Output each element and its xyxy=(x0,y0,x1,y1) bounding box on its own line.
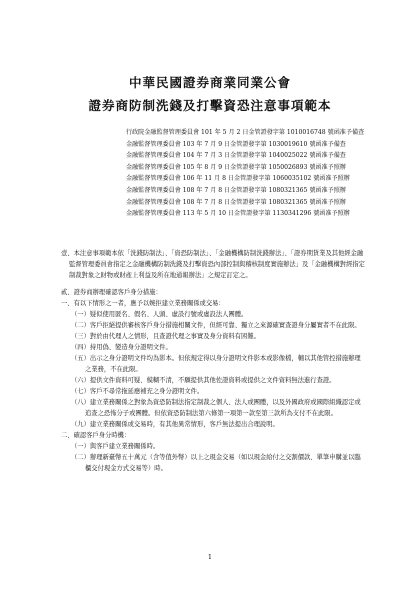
reference-line: 行政院金融監督管理委員會 101 年 5 月 2 日金管證發字第 1010016748 號函准予備查 xyxy=(126,129,365,136)
subitem: （二）辦理新臺幣五十萬元（含等值外幣）以上之現金交易（如以現金給付之交割價款、單筆申購並以臨櫃交付現金方式交易等）時。 xyxy=(71,454,361,472)
subitem: （九）建立業務關係或交易時，有其他異常情形，客戶無法提出合理說明。 xyxy=(71,421,279,428)
subitem: （八）建立業務關係之對象為資恐防制法指定制裁之個人、法人或團體，以及外國政府或國際組織認定或追查之恐怖分子或團體。但依資恐防制法第六條第一項第一款至第三款所為支付不在此限。 xyxy=(71,399,361,417)
subitem: （一）疑似使用匿名、假名、人頭、虛設行號或虛設法人團體。 xyxy=(71,311,248,318)
document-title: 證券商防制洗錢及打擊資恐注意事項範本 xyxy=(88,98,332,113)
subitem: （三）對於由代理人之情形，且查證代理之事實及身分資料有困難。 xyxy=(71,333,260,340)
reference-line: 金融監督管理委員會 106 年 11 月 8 日金管證發字第 1060035102 號函准予照辦 xyxy=(126,175,350,183)
reference-line: 金融監督管理委員會 105 年 8 月 9 日金管證發字第 1050026893 號函准予照辦 xyxy=(126,163,346,171)
subitem: （五）出示之身分證明文件均為影本。但依規定得以身分證明文件影本或影像檔，輔以其他管控措施辦理之業務，不在此限。 xyxy=(71,355,361,373)
document-body xyxy=(61,248,366,474)
subitem: （四）持用偽、變造身分證明文件。 xyxy=(71,344,172,351)
reference-line: 金融監督管理委員會 104 年 7 月 3 日金管證發字第 1040025022 號函准予備查 xyxy=(126,152,346,160)
organization-title: 中華民國證券商業同業公會 xyxy=(128,75,291,90)
item-2: 二、確認客戶身分時機： xyxy=(61,432,131,439)
item-1: 一、有以下情形之一者，應予以婉拒建立業務關係或交易： xyxy=(61,300,225,307)
subitem: （二）客戶拒絕提供審核客戶身分措施相關文件，但經可靠、獨立之來源確實查證身分屬實者不在此限。 xyxy=(71,322,361,329)
reference-line: 金融監督管理委員會 103 年 7 月 9 日金管證發字第 1030019610 號函准予備查 xyxy=(126,140,346,148)
approval-reference-list xyxy=(126,127,364,220)
page-number: 1 xyxy=(207,553,213,561)
section-2-heading: 貳、證券商辦理確認客戶身分措施： xyxy=(61,289,162,296)
subitem: （六）提供文件資料可疑、模糊不清，不願提供其他佐證資料或提供之文件資料無法進行查證。 xyxy=(71,377,336,384)
section-1-paragraph: 壹、本注意事項範本依「洗錢防制法」、「資恐防制法」、「金融機構防制洗錢辦法」、「證券期貨業及其他經金融監督管理委員會指定之金融機構防制洗錢及打擊資恐內部控制與稽核制度實施辦法」及「金融機構對經指定制裁對象之財物或財產上利益及所在地通報辦法」之規定訂定之。 xyxy=(61,250,365,279)
subitem: （七）客戶不尋常拖延應補充之身分證明文件。 xyxy=(71,388,204,395)
reference-line: 金融監督管理委員會 108 年 7 月 8 日金管證發字第 1080321365 號函准予照辦 xyxy=(126,186,346,194)
reference-line: 金融監督管理委員會 108 年 7 月 8 日金管證發字第 1080321365 號函准予照辦 xyxy=(126,198,346,206)
reference-line: 金融監督管理委員會 113 年 5 月 10 日金管證發字第 1130341296 號函准予照辦 xyxy=(126,210,350,218)
subitem: （一）與客戶建立業務關係時。 xyxy=(71,443,160,450)
